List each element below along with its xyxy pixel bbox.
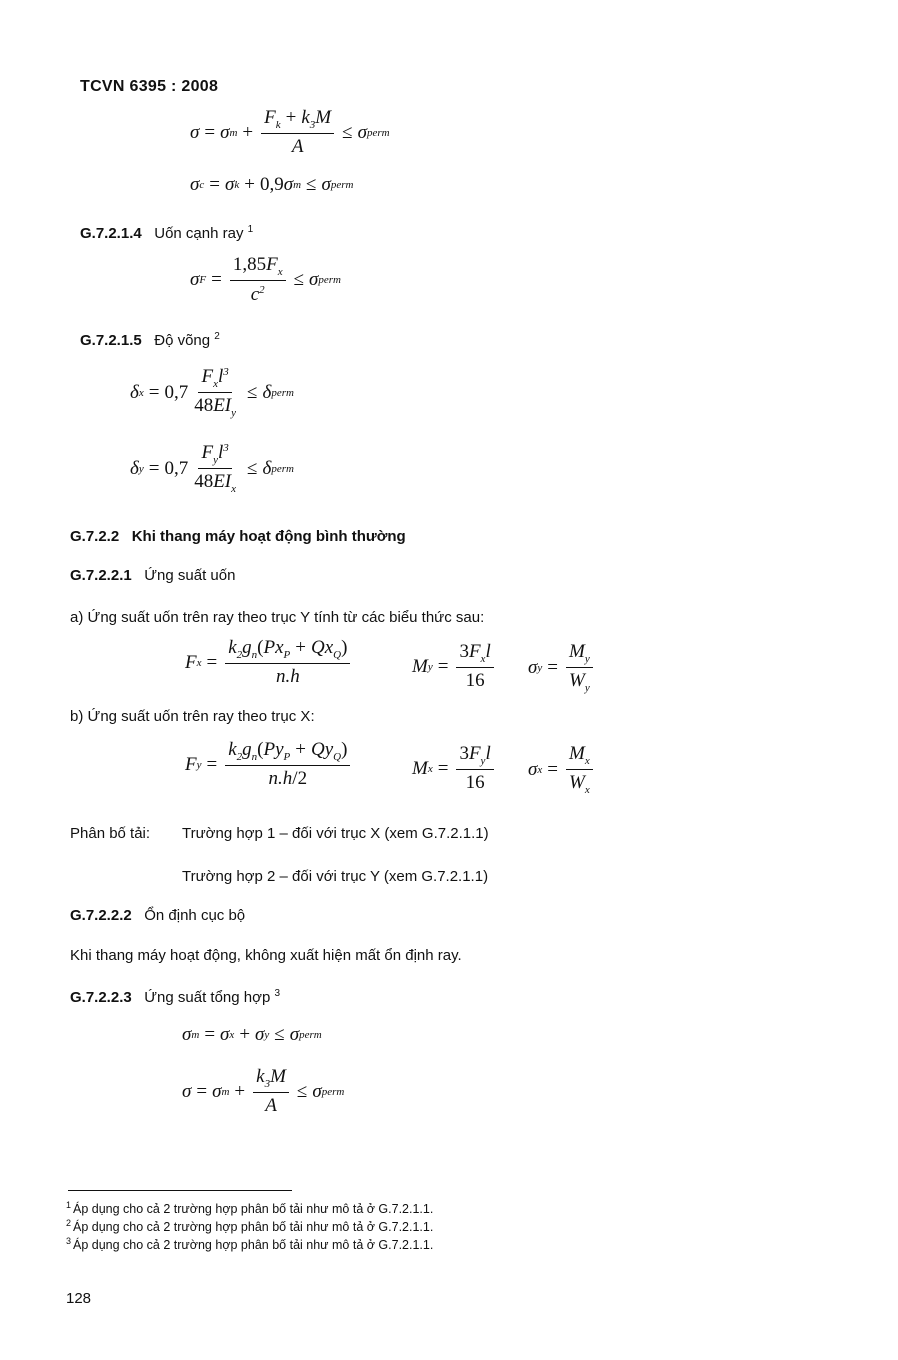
load-case-1: Trường hợp 1 – đối với trục X (xem G.7.2.1.1) (182, 825, 489, 842)
equation-sigma-combined: σ = σ m + $\frac{k_3M}{A}$ ≤ σ perm (182, 1066, 345, 1117)
footnote-3 (66, 1236, 433, 1252)
section-title: Uốn cạnh ray (154, 225, 244, 242)
coef-09: 0,9 (259, 174, 284, 195)
num-48: 48 (194, 471, 214, 493)
section-number: G.7.2.2.3 (70, 989, 132, 1006)
section-title: Ứng suất tổng hợp (144, 989, 271, 1006)
footnote-mark: 1 (66, 1200, 72, 1210)
section-title: Ứng suất uốn (144, 567, 236, 584)
div-2: /2 (292, 768, 308, 790)
equation-sigma-y: σ y = $\frac{M_y}{W_y}$ (528, 642, 596, 694)
equation-sigma-total: σ = σ m + $\frac{F_k + k_3M}{A}$ ≤ σ perm (190, 107, 390, 158)
section-heading-g72114 (80, 224, 253, 242)
footnote-ref: 2 (214, 331, 220, 342)
footnote-ref: 3 (274, 988, 281, 999)
page-header: TCVN 6395 : 2008 (80, 78, 219, 95)
section-heading-g72222 (70, 907, 245, 924)
section-heading-g7222 (70, 528, 406, 545)
section-number: G.7.2.2 (70, 528, 120, 545)
equation-sigma-x: σ x = $\frac{M_x}{W_x}$ (528, 744, 596, 796)
section-number: G.7.2.2.1 (70, 567, 132, 584)
footnote-mark: 3 (66, 1236, 72, 1246)
equation-sigma-m: σ m = σ x + σ y ≤ σ perm (182, 1024, 322, 1045)
footnote-mark: 2 (66, 1218, 72, 1228)
footnote-1 (66, 1200, 433, 1216)
equation-mx: M x = $\frac{3F_yl}{16}$ (412, 744, 497, 794)
subscript-perm: perm (330, 179, 354, 191)
subscript-perm: perm (299, 1029, 322, 1041)
equation-my: M y = $\frac{3F_xl}{16}$ (412, 642, 497, 692)
section-title: Khi thang máy hoạt động bình thường (131, 528, 406, 545)
num-48: 48 (194, 395, 214, 417)
equation-fy: F y = $\frac{k_2g_n(Py_P + Qy_Q)}{n.h/2}$ (185, 740, 353, 790)
footnote-text: Áp dụng cho cả 2 trường hợp phân bố tải như mô tả ở G.7.2.1.1. (73, 1220, 434, 1234)
num-16: 16 (465, 772, 485, 794)
load-distribution-label: Phân bố tải: (70, 825, 151, 842)
paragraph-b: b) Ứng suất uốn trên ray theo trục X: (70, 708, 315, 725)
equation-fx: F x = $\frac{k_2g_n(Px_P + Qx_Q)}{n.h}$ (185, 638, 353, 688)
section-heading-g72221 (70, 567, 235, 584)
section-title: Độ võng (154, 332, 211, 349)
subscript-perm: perm (321, 1085, 345, 1098)
equation-delta-y: δ y = 0,7 $\frac{F_yl^3}{48EI_x}$ ≤ δ perm (130, 442, 294, 496)
section-number: G.7.2.1.4 (80, 225, 142, 242)
num-16: 16 (465, 670, 485, 692)
section-title: Ổn định cục bộ (144, 907, 246, 924)
page-number: 128 (66, 1290, 92, 1307)
equation-delta-x: δ x = 0,7 $\frac{F_xl^3}{48EI_y}$ ≤ δ perm (130, 366, 294, 420)
subscript-perm: perm (271, 462, 294, 475)
equation-sigma-f: σ F = $\frac{1,85F_x}{c^2}$ ≤ σ perm (190, 254, 341, 306)
subscript-perm: perm (271, 386, 294, 399)
section-number: G.7.2.2.2 (70, 907, 132, 924)
coef-07: 0,7 (164, 457, 189, 479)
footnote-2 (66, 1218, 433, 1234)
subscript-perm: perm (366, 126, 390, 139)
section-heading-g72115 (80, 331, 220, 349)
load-case-2: Trường hợp 2 – đối với trục Y (xem G.7.2.1.1) (182, 868, 489, 885)
paragraph-a: a) Ứng suất uốn trên ray theo trục Y tính từ các biểu thức sau: (70, 609, 485, 626)
footnote-text: Áp dụng cho cả 2 trường hợp phân bố tải như mô tả ở G.7.2.1.1. (73, 1202, 434, 1216)
subscript-perm: perm (318, 274, 341, 287)
footnote-ref: 1 (247, 224, 254, 235)
footnote-text: Áp dụng cho cả 2 trường hợp phân bố tải như mô tả ở G.7.2.1.1. (73, 1238, 434, 1252)
coef-185: 1,85 (232, 254, 267, 275)
paragraph-stability: Khi thang máy hoạt động, không xuất hiện mất ổn định ray. (70, 947, 462, 964)
coef-07: 0,7 (164, 381, 189, 403)
footnote-divider (68, 1190, 292, 1191)
section-number: G.7.2.1.5 (80, 332, 142, 349)
equation-sigma-c: σ c = σ k + 0,9 σ m ≤ σ perm (190, 174, 354, 195)
section-heading-g72223 (70, 988, 280, 1006)
